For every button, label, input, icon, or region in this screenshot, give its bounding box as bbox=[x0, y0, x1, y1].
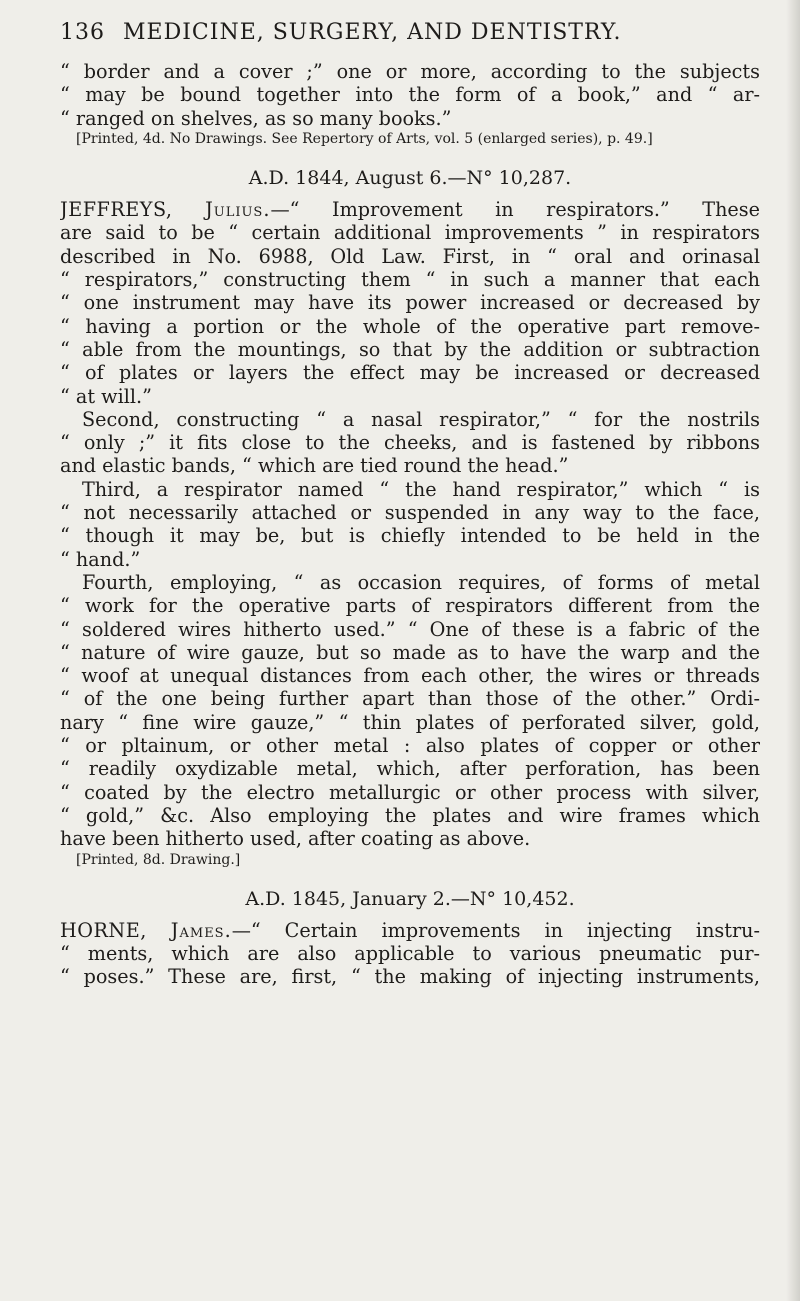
text-line: described in No. 6988, Old Law. First, in “ oral and orinasal bbox=[60, 244, 760, 268]
text-line: “ ranged on shelves, as so many books.” bbox=[60, 106, 452, 130]
text-line: “ of the one being further apart than those of the other.” Ordi- bbox=[60, 687, 760, 711]
page-body bbox=[60, 60, 760, 989]
text-fragment: —“ Improvement in respirators.” These bbox=[270, 198, 760, 222]
text-line: “ coated by the electro metallurgic or other process with silver, bbox=[60, 780, 760, 804]
text-line: “ one instrument may have its power increased or decreased by bbox=[60, 291, 760, 315]
text-line: “ nature of wire gauze, but so made as to have the warp and the bbox=[60, 640, 760, 664]
entry-date-line: A.D. 1844, August 6.—N° 10,287. bbox=[248, 166, 572, 189]
text-fragment: —“ Certain improvements in injecting instru- bbox=[231, 918, 760, 942]
entry-date-line: A.D. 1845, January 2.—N° 10,452. bbox=[245, 887, 575, 910]
entry-first-line bbox=[60, 919, 760, 942]
text-line: “ having a portion or the whole of the operative part remove- bbox=[60, 314, 760, 338]
patentee-first-name: Julius. bbox=[205, 198, 271, 222]
text-line: and elastic bands, “ which are tied round the head.” bbox=[60, 454, 569, 478]
patentee-surname: HORNE, bbox=[60, 918, 147, 942]
text-line: Second, constructing “ a nasal respirator,” “ for the nostrils bbox=[82, 407, 760, 431]
running-header bbox=[60, 20, 760, 45]
text-line: “ work for the operative parts of respirators different from the bbox=[60, 594, 760, 618]
text-line: nary “ fine wire gauze,” “ thin plates of perforated silver, gold, bbox=[60, 710, 760, 734]
printed-note: [Printed, 4d. No Drawings. See Repertory of Arts, vol. 5 (enlarged series), p. 49.] bbox=[76, 130, 653, 147]
text-line: “ hand.” bbox=[60, 547, 141, 571]
text-line: “ of plates or layers the effect may be increased or decreased bbox=[60, 361, 760, 385]
text-line: “ not necessarily attached or suspended in any way to the face, bbox=[60, 501, 760, 525]
text-line: have been hitherto used, after coating as above. bbox=[60, 827, 531, 851]
patent-entry-horne bbox=[60, 888, 760, 989]
page-edge-shadow bbox=[786, 0, 800, 1301]
text-line: “ or pltainum, or other metal : also plates of copper or other bbox=[60, 734, 760, 758]
text-line: “ soldered wires hitherto used.” “ One of these is a fabric of the bbox=[60, 617, 760, 641]
text-line: Third, a respirator named “ the hand respirator,” which “ is bbox=[82, 477, 760, 501]
previous-entry bbox=[60, 60, 760, 149]
text-line: “ at will.” bbox=[60, 384, 152, 408]
text-line: “ poses.” These are, first, “ the making of injecting instruments, bbox=[60, 965, 760, 989]
entry-first-line bbox=[60, 198, 760, 221]
text-line: “ only ;” it fits close to the cheeks, and is fastened by ribbons bbox=[60, 431, 760, 455]
text-line: “ able from the mountings, so that by the addition or subtraction bbox=[60, 337, 760, 361]
text-line: “ gold,” &c. Also employing the plates and wire frames which bbox=[60, 803, 760, 827]
text-line: “ respirators,” constructing them “ in such a manner that each bbox=[60, 268, 760, 292]
patentee-surname: JEFFREYS, bbox=[60, 198, 173, 222]
text-line: “ though it may be, but is chiefly intended to be held in the bbox=[60, 524, 760, 548]
page-number: 136 bbox=[60, 20, 105, 45]
printed-note: [Printed, 8d. Drawing.] bbox=[76, 851, 241, 868]
running-title: MEDICINE, SURGERY, AND DENTISTRY. bbox=[123, 20, 622, 45]
text-line: “ may be bound together into the form of a book,” and “ ar- bbox=[60, 83, 760, 107]
text-line: “ woof at unequal distances from each other, the wires or threads bbox=[60, 664, 760, 688]
text-line: “ border and a cover ;” one or more, according to the subjects bbox=[60, 60, 760, 83]
text-line: “ readily oxydizable metal, which, after perforation, has been bbox=[60, 757, 760, 781]
text-line: “ ments, which are also applicable to various pneumatic pur- bbox=[60, 942, 760, 966]
patent-entry-jeffreys bbox=[60, 167, 760, 870]
patentee-first-name: James. bbox=[170, 918, 232, 942]
text-line: are said to be “ certain additional improvements ” in respirators bbox=[60, 221, 760, 245]
text-line: Fourth, employing, “ as occasion requires, of forms of metal bbox=[82, 570, 760, 594]
